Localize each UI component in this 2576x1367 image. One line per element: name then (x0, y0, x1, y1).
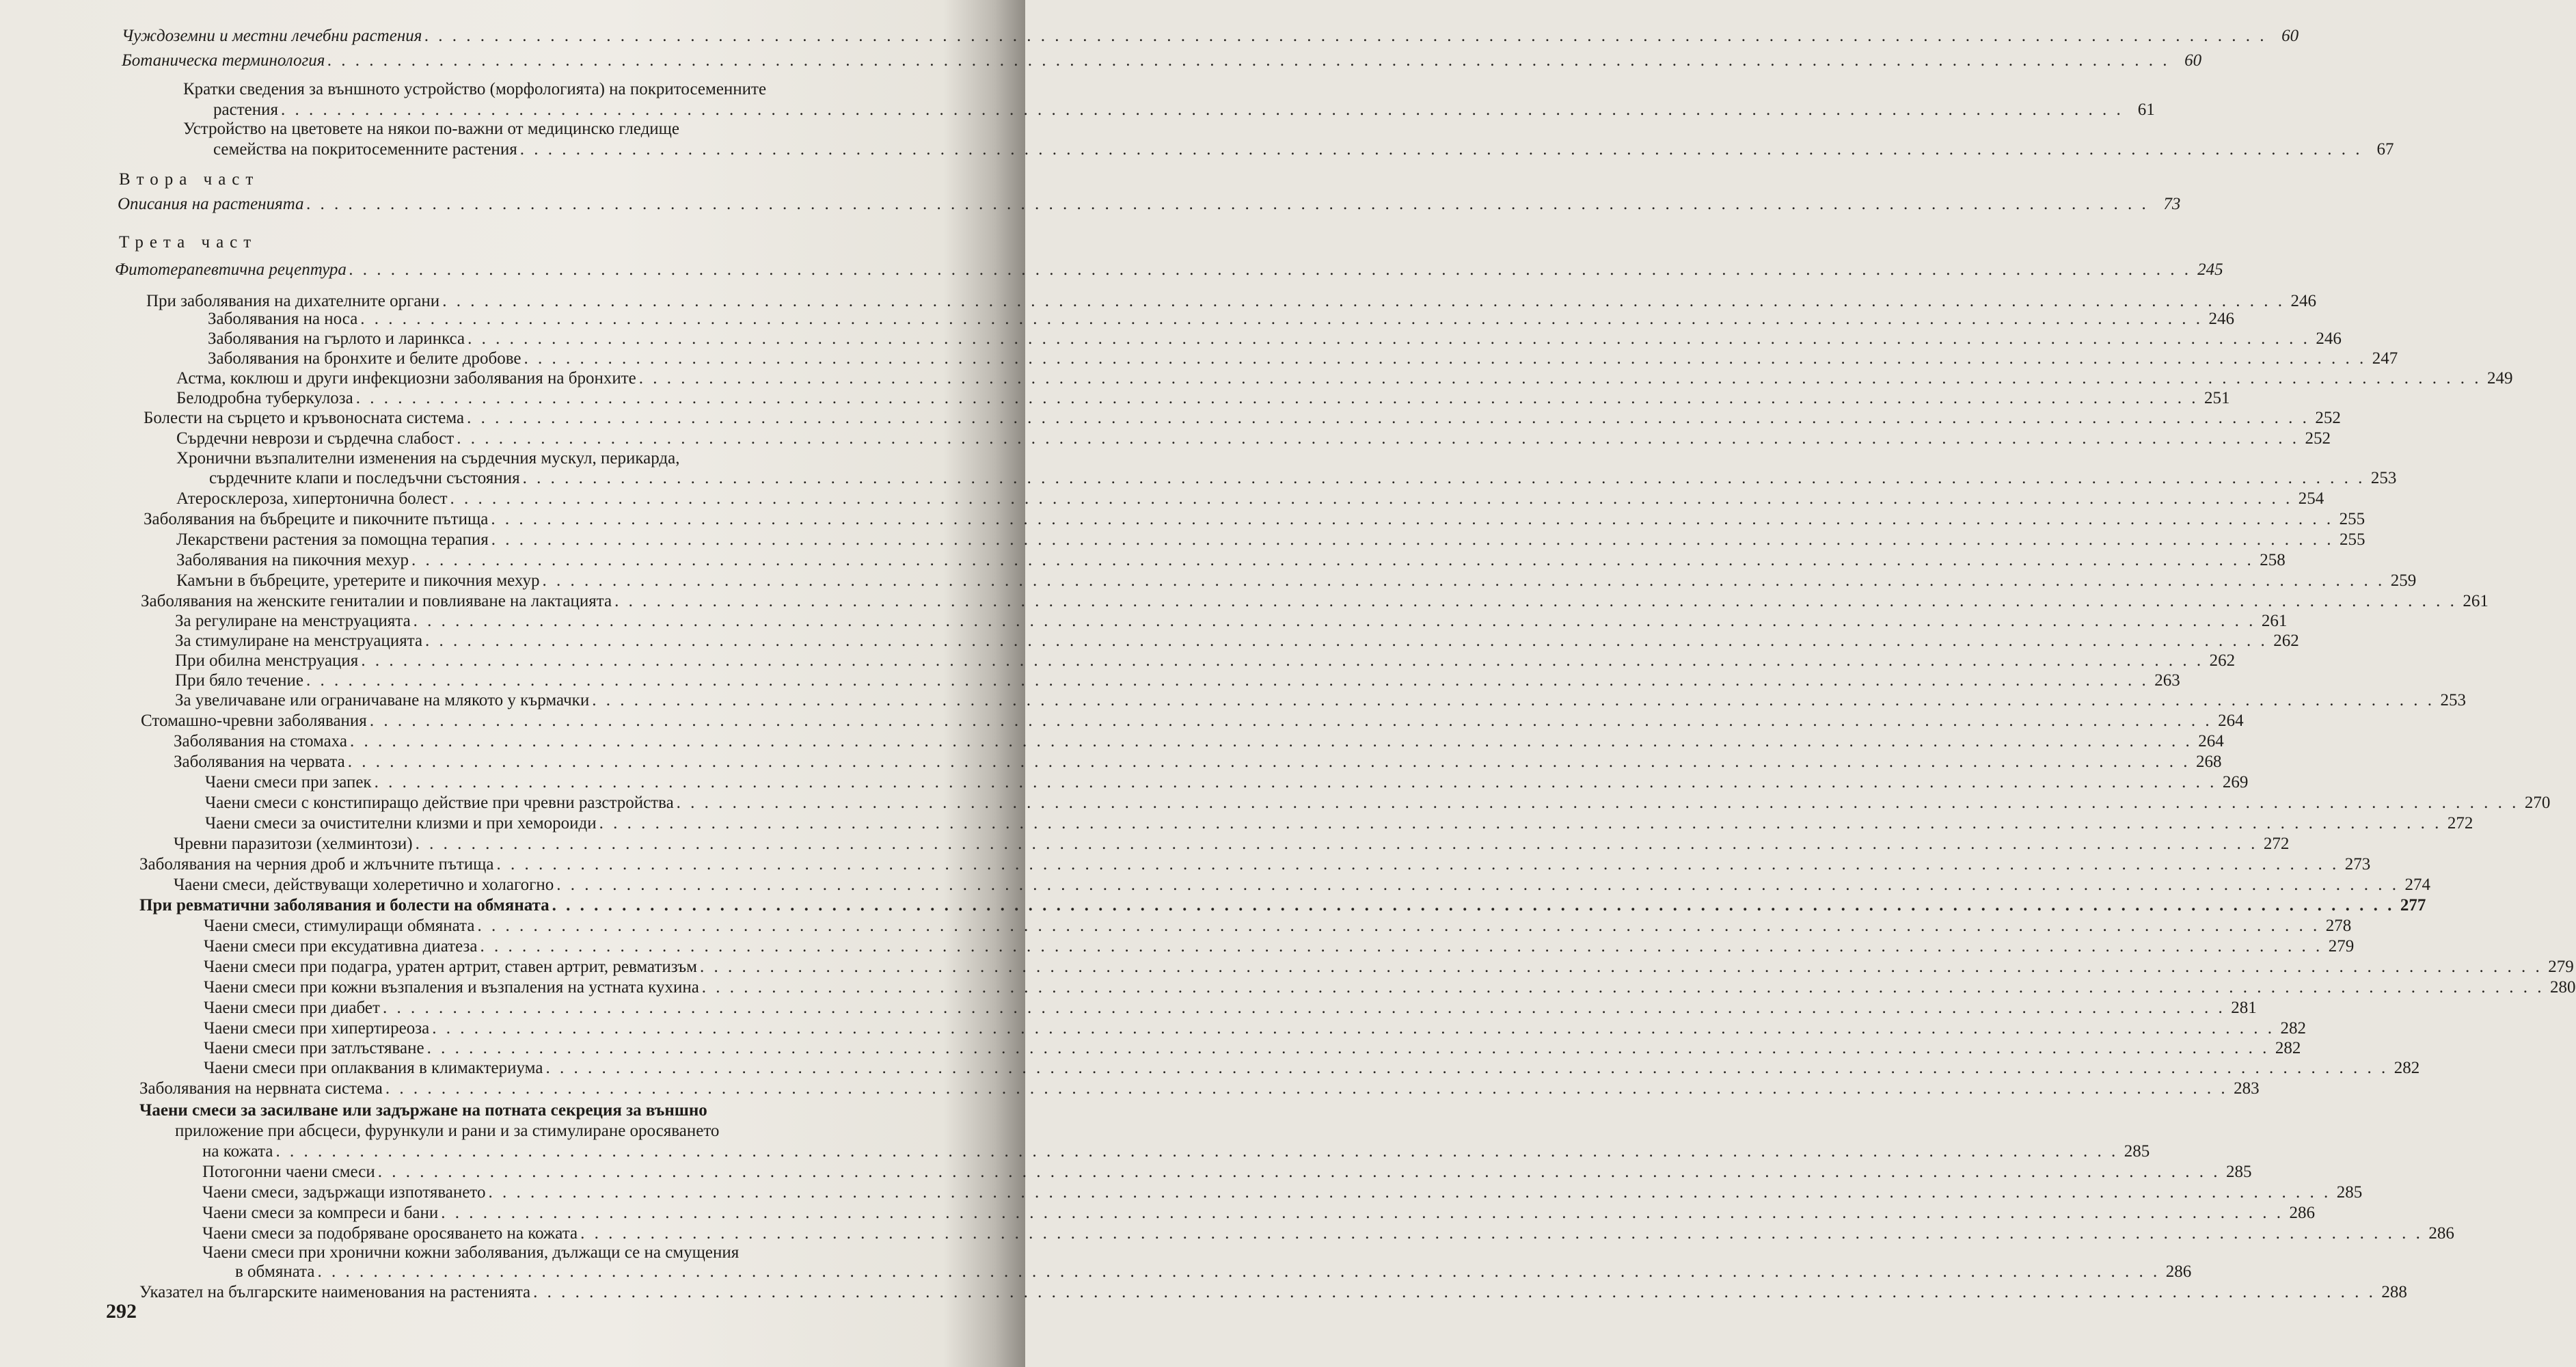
toc-entry: Ботаническа терминология . . . 60 (122, 51, 957, 71)
toc-entry: При обилна менструация . . . 262 (175, 651, 957, 671)
toc-entry: За увеличаване или ограничаване на млякото у кърмачки . . . 253 (175, 690, 957, 711)
toc-entry-line: Хронични възпалителни изменения на сърдечния мускул, перикарда, (176, 449, 680, 468)
toc-entry: Заболявания на нервната система . . . 283 (139, 1079, 957, 1099)
toc-entry-line: Устройство на цветовете на някои по-важни от медицинско гледище (183, 120, 680, 138)
toc-entry-line: Чаени смеси за засилване или задържане на потната секреция за външно (139, 1101, 707, 1120)
toc-entry: При бяло течение . . . 263 (175, 671, 957, 691)
toc-entry: За регулиране на менструацията . . . 261 (175, 611, 957, 632)
toc-entry: Белодробна туберкулоза . . . 251 (176, 388, 957, 409)
toc-entry: Заболявания на бъбреците и пикочните пътища . . . 255 (144, 509, 957, 530)
toc-entry: При ревматични заболявания и болести на обмяната . . . 277 (139, 895, 957, 916)
toc-entry: Чаени смеси при подагра, уратен артрит, ставен артрит, ревматизъм . . . 279 (204, 957, 957, 977)
toc-entry: в обмяната . . . 286 (235, 1262, 957, 1282)
toc-entry: Заболявания на бронхите и белите дробове . . . 247 (208, 349, 957, 369)
toc-entry: Стомашно-чревни заболявания . . . 264 (141, 711, 957, 731)
toc-entry: Чаени смеси, стимулиращи обмяната . . . 278 (204, 916, 957, 936)
toc-entry: Чаени смеси при кожни възпаления и възпаления на устната кухина . . . 280 (204, 977, 957, 998)
toc-entry: Заболявания на червата . . . 268 (174, 752, 957, 772)
toc-entry-line: Чаени смеси при хронични кожни заболявания, дължащи се на смущения (202, 1243, 740, 1262)
toc-entry: Указател на българските наименования на растенията . . . 288 (139, 1282, 957, 1303)
toc-entry: семейства на покритосеменните растения . . . 67 (213, 139, 957, 160)
toc-entry: Чаени смеси при оплаквания в климактериума . . . 282 (204, 1058, 957, 1079)
part-heading: Втора част (119, 170, 260, 189)
toc-entry: Чаени смеси при запек . . . 269 (205, 772, 957, 793)
toc-entry: растения . . . 61 (213, 100, 957, 120)
toc-entry: Заболявания на пикочния мехур . . . 258 (176, 550, 957, 571)
toc-entry: Заболявания на стомаха . . . 264 (174, 731, 957, 752)
toc-entry: Астма, коклюш и други инфекциозни заболявания на бронхите . . . 249 (176, 368, 957, 389)
toc-entry: Чаени смеси с констипиращо действие при чревни разстройства . . . 270 (205, 793, 957, 813)
toc-entry: Чревни паразитози (хелминтози) . . . 272 (174, 834, 957, 854)
toc-entry: Чаени смеси, задържащи изпотяването . . . 285 (202, 1182, 957, 1203)
toc-entry: Описания на растенията . . . 73 (118, 194, 957, 215)
toc-entry: Чаени смеси, действуващи холеретично и холагогно . . . 274 (174, 875, 957, 895)
toc-entry: Чаени смеси при хипертиреоза . . . 282 (204, 1018, 957, 1039)
toc-entry: При заболявания на дихателните органи . . . 246 (146, 291, 957, 312)
toc-entry: Болести на сърцето и кръвоносната система . . . 252 (144, 408, 957, 429)
toc-entry: на кожата . . . 285 (202, 1141, 957, 1162)
toc-entry: Чаени смеси при диабет . . . 281 (204, 998, 957, 1018)
toc-entry: Камъни в бъбреците, уретерите и пикочния мехур . . . 259 (176, 571, 957, 591)
page-number: 292 (106, 1300, 137, 1323)
toc-entry-line: приложение при абсцеси, фурункули и рани и за стимулиране оросяването (175, 1122, 720, 1140)
toc-entry: Чаени смеси за компреси и бани . . . 286 (202, 1203, 957, 1223)
toc-entry: Чаени смеси за очистителни клизми и при хемороиди . . . 272 (205, 813, 957, 834)
toc-entry: Фитотерапевтична рецептура . . . 245 (115, 260, 957, 280)
toc-entry: Потогонни чаени смеси . . . 285 (202, 1162, 957, 1182)
toc-entry: Заболявания на черния дроб и жлъчните пътища . . . 273 (139, 854, 957, 875)
part-heading: Трета част (119, 233, 258, 252)
toc-entry: Атеросклероза, хипертонична болест . . . 254 (176, 489, 957, 509)
toc-entry: Заболявания на носа . . . 246 (208, 309, 957, 329)
toc-entry-line: Кратки сведения за външното устройство (морфологията) на покритосеменните (183, 80, 767, 98)
toc-entry: Сърдечни неврози и сърдечна слабост . . . 252 (176, 429, 957, 449)
toc-entry: Чаени смеси при затлъстяване . . . 282 (204, 1038, 957, 1059)
toc-entry: За стимулиране на менструацията . . . 262 (175, 631, 957, 651)
toc-entry: Чаени смеси за подобряване оросяването на кожата . . . 286 (202, 1223, 957, 1244)
toc-entry: сърдечните клапи и последъчни състояния . . . 253 (209, 468, 957, 489)
toc-entry: Лекарствени растения за помощна терапия . . . 255 (176, 530, 957, 550)
toc-entry: Чуждоземни и местни лечебни растения . . . 60 (122, 26, 957, 46)
toc-entry: Чаени смеси при ексудативна диатеза . . . 279 (204, 936, 957, 957)
toc-entry: Заболявания на женските гениталии и повлияване на лактацията . . . 261 (141, 591, 957, 612)
toc-entry: Заболявания на гърлото и ларинкса . . . 246 (208, 329, 957, 349)
